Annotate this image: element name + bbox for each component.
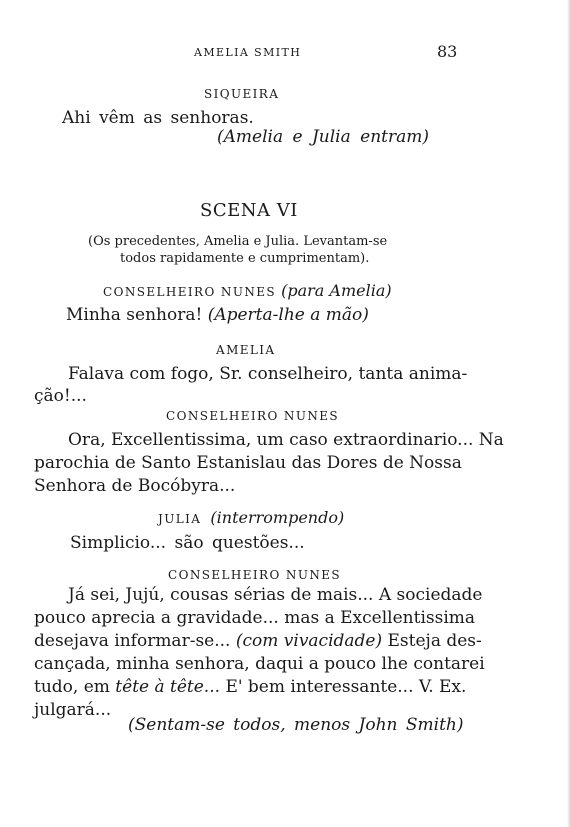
stage-direction-interrompendo: (interrompendo) bbox=[210, 508, 345, 527]
scene-direction-line-1: (Os precedentes, Amelia e Julia. Levantam-se bbox=[88, 234, 388, 249]
nunes3-speech-line-6: julgará... bbox=[34, 700, 112, 720]
scene-direction-line-2: todos rapidamente e cumprimentam). bbox=[120, 251, 370, 266]
nunes2-speech-line-2: parochia de Santo Estanislau das Dores de Nossa bbox=[34, 453, 462, 473]
scene-title: SCENA VI bbox=[200, 200, 298, 221]
final-stage-direction: (Sentam-se todos, menos John Smith) bbox=[128, 715, 464, 735]
speaker-siqueira: SIQUEIRA bbox=[204, 87, 280, 101]
speaker-line-julia bbox=[158, 508, 344, 527]
phrase-tete-a-tete: tête à tête... bbox=[115, 677, 221, 697]
nunes3-text-a: desejava informar-se... bbox=[34, 631, 231, 651]
nunes3-speech-line-1: Já sei, Jujú, cousas sérias de mais... A sociedade bbox=[68, 585, 483, 605]
siqueira-stage-direction: (Amelia e Julia entram) bbox=[217, 127, 429, 147]
nunes-speech-text: Minha senhora! bbox=[66, 305, 203, 325]
speaker-julia: JULIA bbox=[158, 512, 202, 526]
siqueira-speech: Ahi vêm as senhoras. bbox=[62, 108, 254, 128]
page-number: 83 bbox=[437, 42, 458, 61]
running-title: AMELIA SMITH bbox=[194, 46, 302, 59]
nunes3-speech-line-2: pouco aprecia a gravidade... mas a Excellentissima bbox=[34, 608, 476, 628]
nunes3-speech-line-4: cançada, minha senhora, daqui a pouco lhe contarei bbox=[34, 654, 485, 674]
stage-direction-com-vivacidade: (com vivacidade) bbox=[235, 631, 383, 651]
speaker-conselheiro-nunes: CONSELHEIRO NUNES bbox=[103, 285, 277, 299]
speaker-amelia: AMELIA bbox=[216, 343, 276, 357]
page-edge-shadow bbox=[567, 0, 571, 827]
stage-direction-aperta: (Aperta-lhe a mão) bbox=[207, 305, 369, 325]
nunes3-text-5c: E' bem interessante... V. Ex. bbox=[225, 677, 467, 697]
amelia-speech-line-1: Falava com fogo, Sr. conselheiro, tanta anima- bbox=[68, 364, 468, 384]
nunes3-text-5a: tudo, em bbox=[34, 677, 110, 697]
nunes3-speech-line-3 bbox=[34, 631, 482, 651]
nunes3-text-c: Esteja des- bbox=[387, 631, 482, 651]
nunes2-speech-line-3: Senhora de Bocóbyra... bbox=[34, 476, 236, 496]
speaker-conselheiro-nunes-2: CONSELHEIRO NUNES bbox=[166, 409, 340, 423]
amelia-speech-line-2: ção!... bbox=[34, 386, 87, 406]
speaker-conselheiro-nunes-3: CONSELHEIRO NUNES bbox=[168, 568, 342, 582]
julia-speech: Simplicio... são questões... bbox=[70, 533, 305, 553]
nunes3-speech-line-5 bbox=[34, 677, 467, 697]
stage-direction-para-amelia: (para Amelia) bbox=[281, 281, 392, 300]
nunes2-speech-line-1: Ora, Excellentissima, um caso extraordinario... Na bbox=[68, 430, 504, 450]
speaker-line-nunes-1 bbox=[103, 281, 392, 300]
nunes-speech-1 bbox=[66, 305, 369, 325]
